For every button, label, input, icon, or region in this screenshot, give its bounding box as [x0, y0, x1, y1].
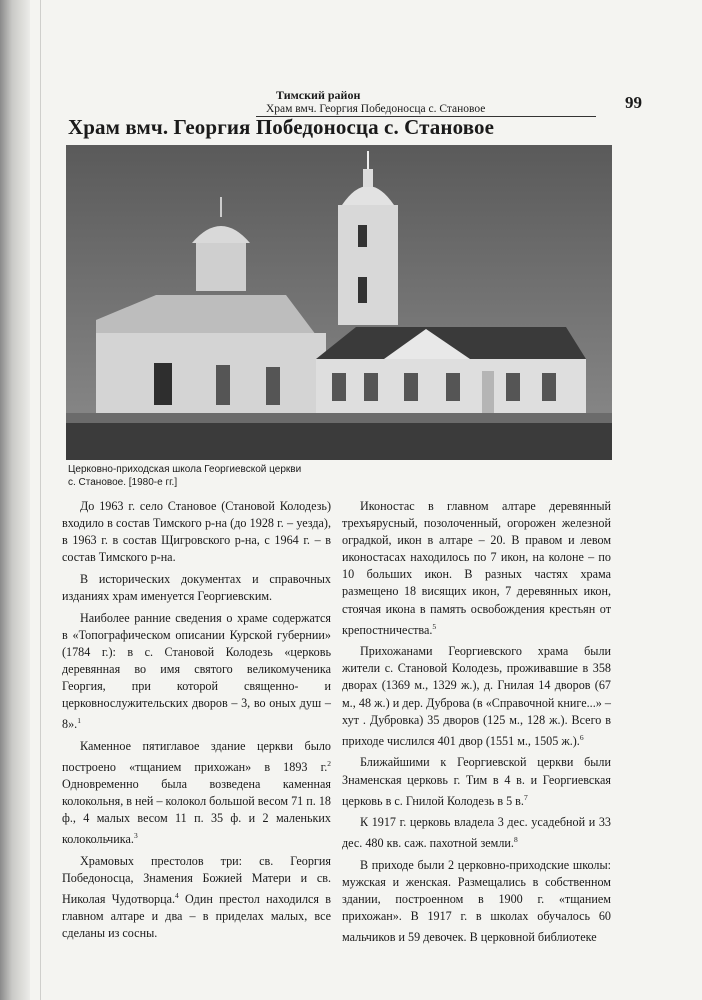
footnote-ref: 3 [133, 831, 138, 841]
footnote-ref: 2 [327, 758, 331, 768]
paragraph [342, 857, 611, 947]
paragraph-text: В приходе были 2 церковно-приходские школы: мужская и женская. Размещались в собственном здании, построенном в 1900 г. «тщанием прихожан». В 1917 г. в школах обучалось 60 мальчиков и 59 девочек. В церковной библиотеке [342, 857, 611, 945]
church-school-photo [66, 145, 612, 460]
paragraph [342, 754, 611, 809]
footnote-ref: 5 [432, 621, 437, 631]
paragraph-text: Наиболее ранние сведения о храме содержатся в «Топографическом описании Курской губернии» (1784 г.): в с. Становой Колодезь «церковь деревянная во имя святого великомученика Георгия, при которой священно- и церковнослужительских дворов – 3, во оных душ – 8». [62, 610, 331, 732]
paragraph [62, 610, 331, 734]
paragraph [342, 643, 611, 750]
paragraph [62, 571, 331, 605]
page-number: 99 [625, 93, 642, 112]
paragraph-text: К 1917 г. церковь владела 3 дес. усадебной и 33 дес. 480 кв. саж. пахотной земли. [342, 815, 611, 851]
left-column [62, 498, 331, 947]
paragraph-text: До 1963 г. село Становое (Становой Колодезь) входило в состав Тимского р-на (до 1928 г. – уезда), в 1963 г. в состав Щигровского р-на, с 1964 г. – в состав Тимского р-на. [62, 499, 331, 565]
caption-line-2: с. Становое. [1980-е гг.] [68, 477, 178, 488]
page-edge [40, 0, 41, 1000]
paragraph-text: Один престол находился в главном алтаре и два – в приделах малых, все сделаны из сосны. [62, 892, 331, 941]
photo-caption [68, 463, 368, 489]
right-column [342, 498, 611, 951]
page-title: Храм вмч. Георгия Победоносца с. Становое [68, 115, 495, 139]
footnote-ref: 1 [77, 716, 81, 726]
paragraph-text: В исторических документах и справочных изданиях храм именуется Георгиевским. [62, 571, 331, 603]
paragraph-text: Храмовых престолов три: св. Георгия Победоносца, Знамения Божией Матери и св. Николая Чудотворца. [62, 853, 331, 907]
book-gutter-shadow [0, 0, 30, 1000]
church-photo-illustration [66, 145, 612, 460]
district-name: Тимский район [276, 88, 361, 102]
footnote-ref: 8 [513, 835, 518, 845]
running-header [256, 88, 596, 117]
paragraph-text: Каменное пятиглавое здание церкви было построено «тщанием прихожан» в 1893 г. [62, 738, 331, 774]
paragraph [342, 498, 611, 639]
paragraph-text: Прихожанами Георгиевского храма были жители с. Становой Колодезь, проживавшие в 358 дворах (1369 м., 1329 ж.), д. Гнилая 14 дворов (67 м., 48 ж.) и дер. Дуброва (в «Справочной книге...» – хут . Дубровка) 35 дворов (125 м., 128 ж.). Всего в приходе числился 401 двор (1551 м., 1505 ж.). [342, 644, 611, 748]
paragraph-text: Одновременно была возведена каменная колокольня, в ней – колокол большой весом 71 п. 18 ф., 4 малых весом 11 п. 35 ф. и 2 маленьких колокольчика. [62, 777, 331, 847]
paragraph [342, 814, 611, 852]
footnote-ref: 4 [175, 891, 179, 901]
running-subtitle: Храм вмч. Георгия Победоносца с. Становое [266, 103, 486, 115]
paragraph [62, 853, 331, 943]
caption-line-1: Церковно-приходская школа Георгиевской церкви [68, 464, 302, 475]
footnote-ref: 6 [579, 732, 584, 742]
paragraph-text: Ближайшими к Георгиевской церкви были Знаменская церковь г. Тим в 4 в. и Георгиевская церковь в с. Гнилой Колодезь в 5 в. [342, 755, 611, 808]
paragraph-text: Иконостас в главном алтаре деревянный трехъярусный, позолоченный, огорожен железной оградкой, икон в алтаре – 20. В правом и левом иконостасах находилось по 7 икон, на колоне – по 10 больших икон. В разных частях храма размещено 18 висящих икон, 7 деревянных икон, стоячая икона в память освобождения крестьян от крепостничества. [342, 499, 611, 637]
paragraph [62, 498, 331, 566]
footnote-ref: 7 [523, 792, 528, 802]
paragraph [62, 738, 331, 849]
